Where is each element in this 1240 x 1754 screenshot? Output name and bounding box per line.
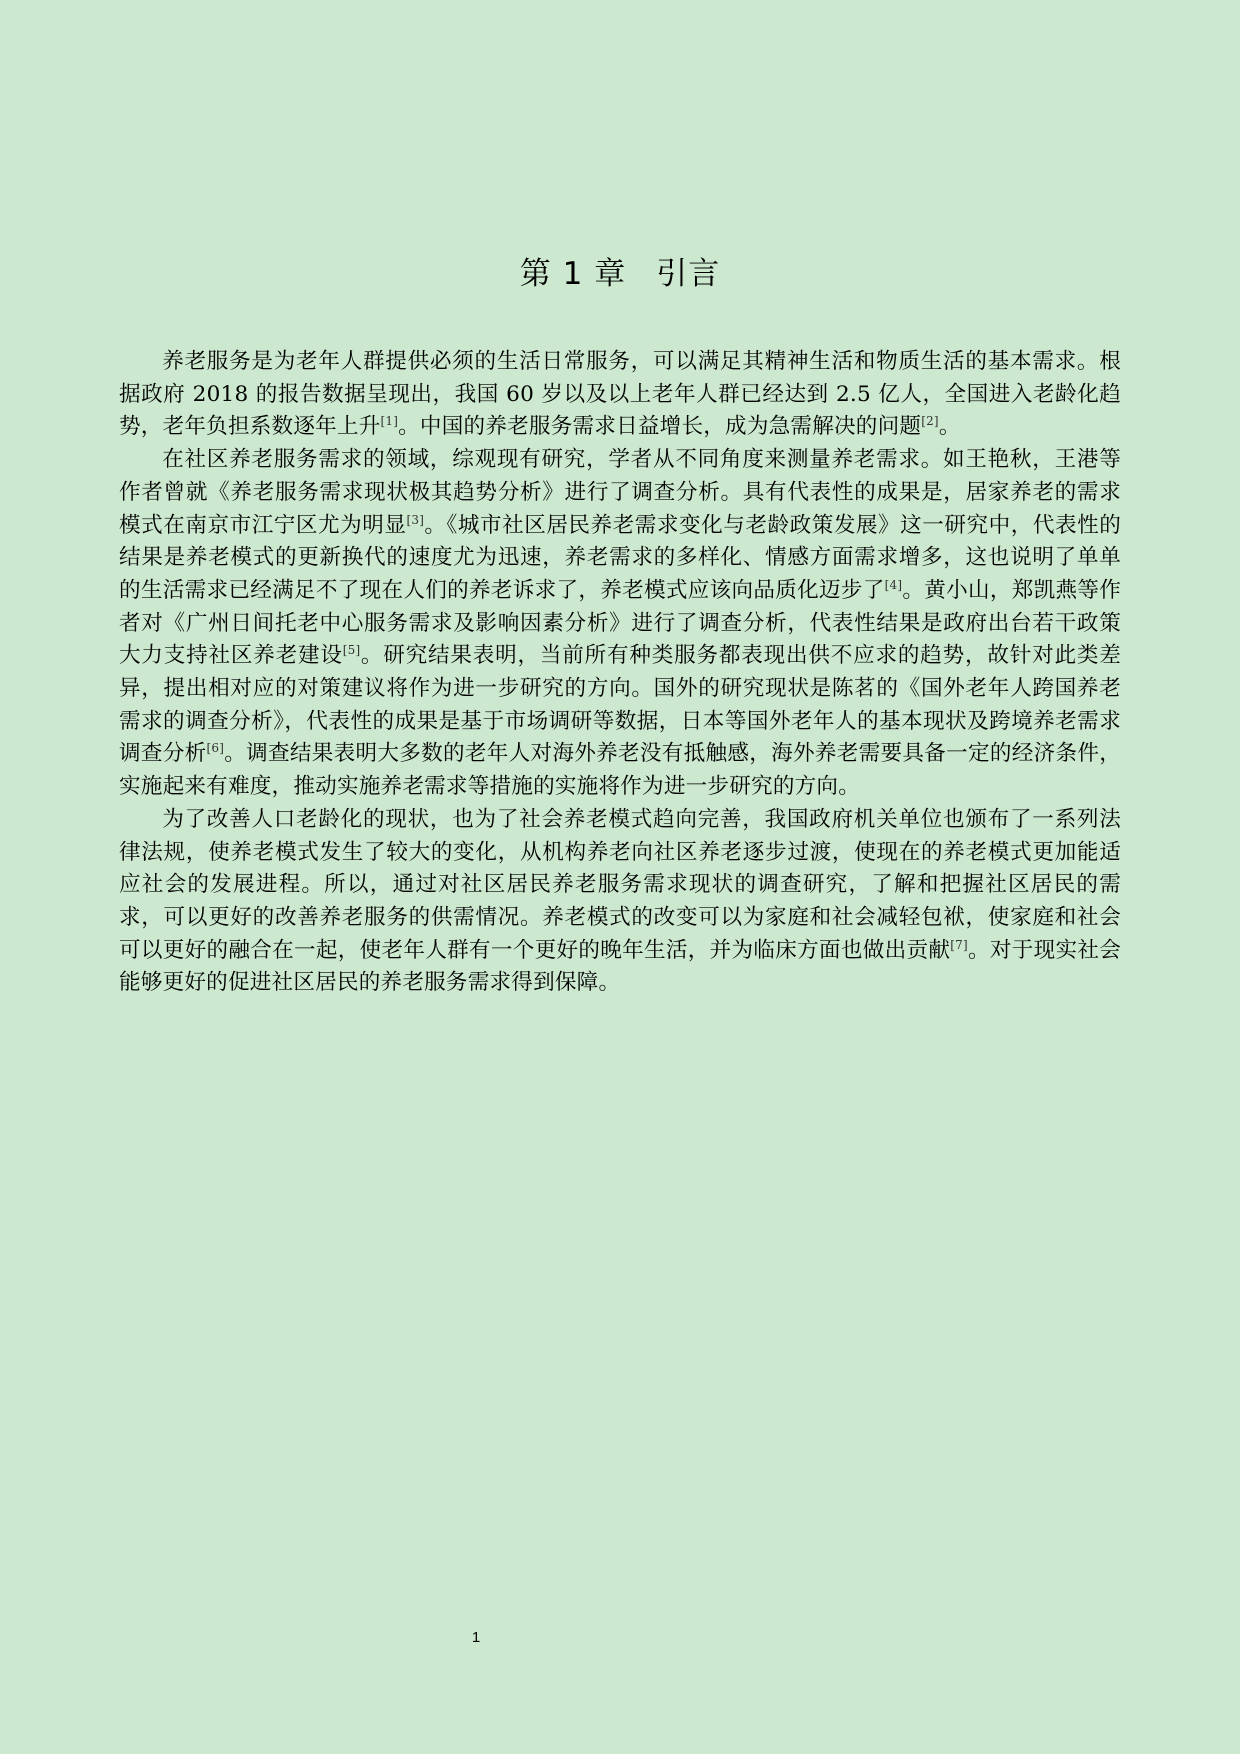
text-segment: 在社区养老服务需求的领域，综观现有研究，学者从不同角度来测量养老需求。如王艳秋，王港等作者曾就《养老服务需求现状极其趋势分析》进行了调查分析。具有代表性的成果是，居家养老的需求模式在南京市江宁区尤为明显	[119, 447, 1121, 538]
text-segment: 。黄小山，郑凯燕等作者对《广州日间托老中心服务需求及影响因素分析》进行了调查分析，代表性结果是政府出台若干政策大力支持社区养老建设	[119, 577, 1121, 669]
text-segment: 。《城市社区居民养老需求变化与老龄政策发展》这一研究中，代表性的结果是养老模式的更新换代的速度尤为迅速，养老需求的多样化、情感方面需求增多，这也说明了单单的生活需求已经满足不了现在人们的养老诉求了，养老模式应该向品质化迈步了	[119, 512, 1121, 603]
citation-ref: [2]	[921, 414, 939, 429]
text-segment: 。	[938, 414, 961, 440]
chapter-title-text: 引言	[656, 256, 721, 292]
citation-ref: [5]	[342, 643, 361, 658]
citation-ref: [3]	[406, 512, 425, 527]
citation-ref: [6]	[206, 741, 225, 756]
text-segment: 为了改善人口老龄化的现状，也为了社会养老模式趋向完善，我国政府机关单位也颁布了一系列法律法规，使养老模式发生了较大的变化，从机构养老向社区养老逐步过渡，使现在的养老模式更加能适应社会的发展进程。所以，通过对社区居民养老服务需求现状的调查研究，了解和把握社区居民的需求，可以更好的改善养老服务的供需情况。养老模式的改变可以为家庭和社会减轻包袱，使家庭和社会可以更好的融合在一起，使老年人群有一个更好的晚年生活，并为临床方面也做出贡献	[119, 806, 1121, 963]
text-segment: 养老服务是为老年人群提供必须的生活日常服务，可以满足其精神生活和物质生活的基本需求。根据政府 2018 的报告数据呈现出，我国 60 岁以及以上老年人群已经达到 2.5 亿人，全国进入老龄化趋势，老年负担系数逐年上升	[119, 349, 1121, 440]
chapter-number: 第 1 章	[519, 256, 627, 292]
text-segment: 。研究结果表明，当前所有种类服务都表现出供不应求的趋势，故针对此类差异，提出相对应的对策建议将作为进一步研究的方向。国外的研究现状是陈茗的《国外老年人跨国养老需求的调查分析》，代表性的成果是基于市场调研等数据，日本等国外老年人的基本现状及跨境养老需求调查分析	[119, 643, 1121, 767]
paragraph-1	[119, 346, 1121, 444]
citation-ref: [1]	[380, 414, 399, 429]
chapter-title	[0, 252, 1240, 296]
citation-ref: [4]	[884, 577, 903, 592]
paragraph-2	[119, 444, 1121, 804]
text-segment: 。中国的养老服务需求日益增长，成为急需解决的问题	[398, 414, 922, 440]
citation-ref: [7]	[950, 937, 968, 952]
paragraph-3	[119, 804, 1121, 1000]
page-number: 1	[471, 1629, 481, 1646]
body-text	[119, 346, 1121, 1000]
text-segment: 。调查结果表明大多数的老年人对海外养老没有抵触感，海外养老需要具备一定的经济条件，实施起来有难度，推动实施养老需求等措施的实施将作为进一步研究的方向。	[119, 741, 1122, 800]
text-segment: 。对于现实社会能够更好的促进社区居民的养老服务需求得到保障。	[119, 937, 1122, 996]
